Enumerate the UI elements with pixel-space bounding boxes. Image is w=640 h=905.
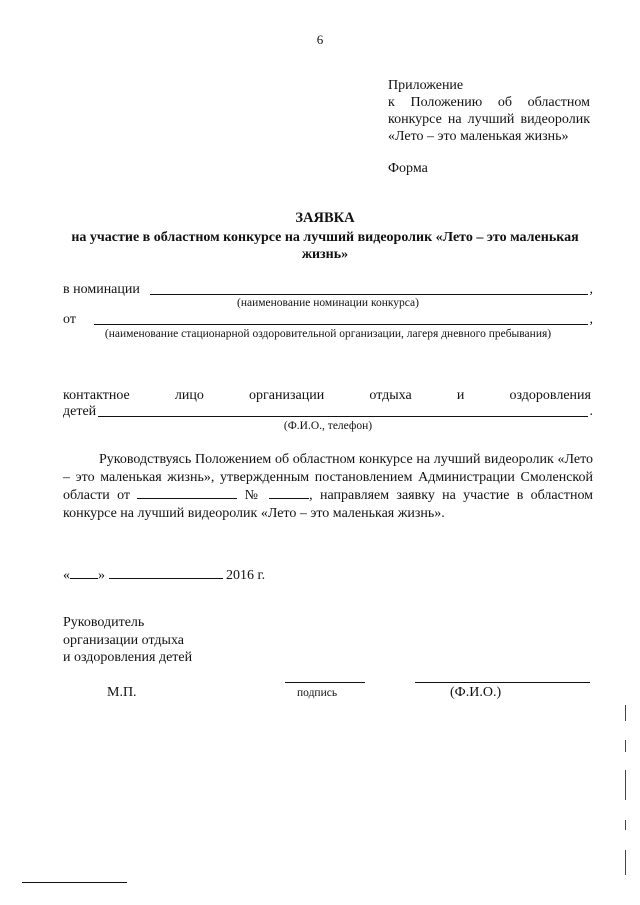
date-close-quote: » xyxy=(98,568,105,583)
document-subtitle: на участие в областном конкурсе на лучший видеоролик «Лето – это маленькая жизнь» xyxy=(71,230,579,262)
date-line xyxy=(63,566,265,584)
annex-line-4: «Лето – это маленькая жизнь» xyxy=(388,129,569,144)
annex-block xyxy=(388,77,590,145)
contact-word-5: и xyxy=(456,388,465,403)
resolution-date-field[interactable] xyxy=(137,486,237,499)
scan-edge-mark xyxy=(625,740,626,752)
nomination-field[interactable] xyxy=(150,280,588,295)
contact-word-3: организации xyxy=(249,388,325,403)
resolution-number-field[interactable] xyxy=(269,486,309,499)
document-title: ЗАЯВКА xyxy=(295,210,355,226)
head-block xyxy=(63,614,192,667)
fio-caption: (Ф.И.О.) xyxy=(450,685,502,700)
nomination-caption: (наименование номинации конкурса) xyxy=(237,297,419,309)
paragraph-part-2: , направляем заявку на участие в областном конкурсе на лучший видеоролик «Лето – это маленькая жизнь». xyxy=(63,488,594,521)
contact-word-6: оздоровления xyxy=(509,388,591,403)
annex-line-1: Приложение xyxy=(388,78,464,93)
head-line-3: и оздоровления детей xyxy=(63,650,193,665)
organization-field[interactable] xyxy=(94,310,588,325)
nomination-row xyxy=(63,280,593,298)
month-field[interactable] xyxy=(109,566,223,579)
contact-caption: (Ф.И.О., телефон) xyxy=(283,420,373,432)
nomination-comma: , xyxy=(589,282,593,297)
scan-edge-mark xyxy=(625,770,626,800)
contact-row xyxy=(63,402,593,420)
organization-caption: (наименование стационарной оздоровительной организации, лагеря дневного пребывания) xyxy=(104,328,552,340)
from-label: от xyxy=(63,312,76,327)
paragraph-part-1: Руководствуясь Положением об областном конкурсе на лучший видеоролик «Лето – это маленькая жизнь», утвержденным постановлением Администрации Смоленской области от xyxy=(63,452,593,503)
head-line-2: организации отдыха xyxy=(63,632,184,648)
signature-field[interactable] xyxy=(285,682,365,683)
date-open-quote: « xyxy=(63,568,70,583)
contact-word-4: отдыха xyxy=(369,388,412,403)
scan-edge-mark xyxy=(625,705,626,721)
annex-line-2: к Положению об областном xyxy=(388,95,590,110)
signature-caption: подпись xyxy=(297,687,338,699)
day-field[interactable] xyxy=(70,566,98,579)
from-comma: , xyxy=(589,312,593,327)
fio-field[interactable] xyxy=(415,682,590,683)
nomination-label: в номинации xyxy=(63,282,140,297)
date-year: 2016 г. xyxy=(226,568,266,583)
annex-line-3: конкурсе на лучший видеоролик xyxy=(388,112,590,127)
application-paragraph xyxy=(63,451,593,522)
number-sign: № xyxy=(244,488,262,503)
page-number: 6 xyxy=(316,32,324,47)
footnote-separator xyxy=(22,882,127,883)
scan-edge-mark xyxy=(625,850,626,875)
contact-word-1: контактное xyxy=(63,388,130,403)
from-row xyxy=(63,310,593,328)
form-label: Форма xyxy=(388,161,428,176)
contact-field[interactable] xyxy=(98,402,587,417)
contact-label-2: детей xyxy=(63,404,97,419)
contact-word-2: лицо xyxy=(174,388,204,403)
stamp-label: М.П. xyxy=(107,685,137,700)
head-line-1: Руководитель xyxy=(63,615,145,630)
contact-period: . xyxy=(589,404,593,419)
scan-edge-mark xyxy=(625,820,626,830)
